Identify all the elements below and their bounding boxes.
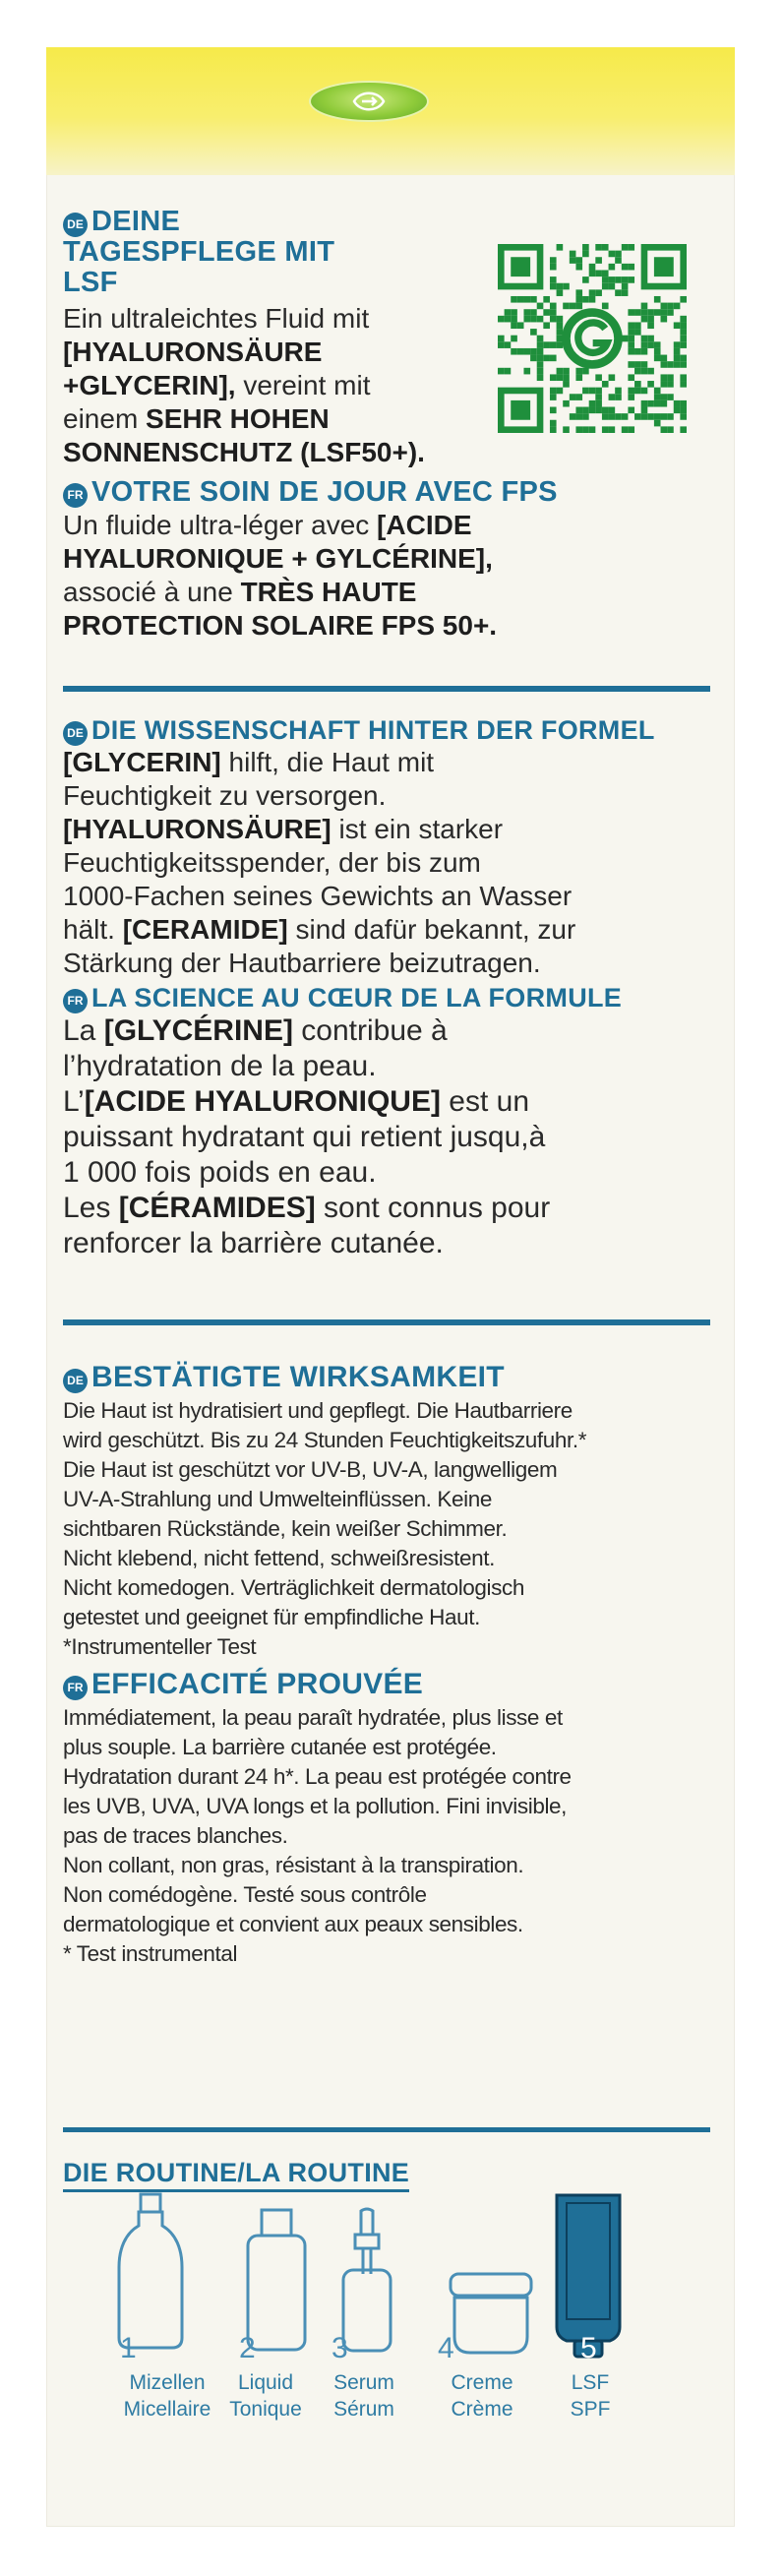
heading-efficacy-de: DE BESTÄTIGTE WIRKSAMKEIT <box>63 1361 712 1394</box>
routine-step-number: 1 <box>120 2332 137 2364</box>
routine-label-de: Mizellen <box>129 2371 206 2394</box>
routine-label-fr: Crème <box>451 2398 513 2421</box>
efficacy-line: *Instrumenteller Test <box>63 1634 257 1659</box>
lang-badge-fr: FR <box>63 989 88 1013</box>
routine-label-fr: Tonique <box>229 2398 302 2421</box>
heading-science-fr: FR LA SCIENCE AU CŒUR DE LA FORMULE <box>63 982 712 1013</box>
efficacy-line: Nicht klebend, nicht fettend, schweißresistent. <box>63 1546 495 1570</box>
body-day-care-fr: Un fluide ultra-léger avec [ACIDE HYALURONIQUE + GYLCÉRINE], associé à une TRÈS HAUTE PROTECTION SOLAIRE FPS 50+. <box>63 510 498 641</box>
routine-label-fr: SPF <box>570 2398 611 2421</box>
body-science-fr: La [GLYCÉRINE] contribue à l’hydratation de la peau. L’[ACIDE HYALURONIQUE] est un puissant hydratant qui retient jusqu,à 1 000 fois poids en eau. Les [CÉRAMIDES] sont connus pour renforcer la barrière cutanée. <box>63 1014 551 1259</box>
routine-step-label <box>295 2369 433 2423</box>
routine-label-fr: Micellaire <box>123 2398 211 2421</box>
heading-efficacy-fr: FR EFFICACITÉ PROUVÉE <box>63 1668 712 1701</box>
efficacy-line: wird geschützt. Bis zu 24 Stunden Feuchtigkeitszufuhr.* <box>63 1428 587 1452</box>
lang-badge-de: DE <box>63 213 88 237</box>
body-day-care-de: Ein ultraleichtes Fluid mit [HYALURONSÄURE +GLYCERIN], vereint mit einem SEHR HOHEN SONNENSCHUTZ (LSF50+). <box>63 303 425 467</box>
efficacy-line: sichtbaren Rückstände, kein weißer Schimmer. <box>63 1516 508 1541</box>
heading-day-care-de: DE DEINE TAGESPFLEGE MIT LSF <box>63 206 335 298</box>
body-efficacy-fr <box>63 1703 712 1969</box>
efficacy-line: plus souple. La barrière cutanée est protégée. <box>63 1735 497 1759</box>
efficacy-line: dermatologique et convient aux peaux sensibles. <box>63 1912 523 1936</box>
routine-label-de: Liquid <box>237 2371 294 2394</box>
lang-badge-fr: FR <box>63 483 88 508</box>
heading-science-de: DE DIE WISSENSCHAFT HINTER DER FORMEL <box>63 714 712 746</box>
routine-title: DIE ROUTINE/LA ROUTINE <box>63 2157 409 2188</box>
label-content <box>63 207 712 643</box>
efficacy-line: Die Haut ist geschützt vor UV-B, UV-A, langwelligem <box>63 1457 558 1482</box>
body-efficacy-de <box>63 1396 712 1662</box>
routine-label-de: LSF <box>571 2371 610 2394</box>
routine-label-de: Creme <box>451 2371 513 2394</box>
efficacy-line: Non comédogène. Testé sous contrôle <box>63 1882 427 1907</box>
heading-day-care-fr: FR VOTRE SOIN DE JOUR AVEC FPS <box>63 475 712 509</box>
lang-badge-de: DE <box>63 1369 88 1393</box>
section-day-care-de <box>63 207 476 469</box>
routine-label-fr: Sérum <box>333 2398 394 2421</box>
routine-step-number: 4 <box>438 2332 454 2364</box>
divider-rule <box>63 1319 710 1325</box>
cream-jar-icon <box>447 2268 535 2361</box>
routine-step-number: 3 <box>332 2332 348 2364</box>
routine-step-number: 2 <box>239 2332 256 2364</box>
efficacy-line: getestet und geeignet für empfindliche Haut. <box>63 1605 480 1629</box>
routine-label-de: Serum <box>333 2371 394 2394</box>
lang-badge-fr: FR <box>63 1676 88 1700</box>
efficacy-line: pas de traces blanches. <box>63 1823 288 1848</box>
routine-step-number: 5 <box>580 2332 597 2364</box>
section-proven-efficacy <box>63 1361 712 1969</box>
efficacy-line: Immédiatement, la peau paraît hydratée, plus lisse et <box>63 1705 563 1730</box>
section-science <box>63 714 712 1261</box>
body-science-de: [GLYCERIN] hilft, die Haut mit Feuchtigkeit zu versorgen. [HYALURONSÄURE] ist ein starker Feuchtigkeitsspender, der bis zum 1000-Fachen seines Gewichts an Wasser hält. [CERAMIDE] sind dafür bekannt, zur Stärkung der Hautbarriere beizutragen. <box>63 747 576 978</box>
efficacy-line: UV-A-Strahlung und Umwelteinflüssen. Keine <box>63 1487 492 1511</box>
routine-step-label <box>521 2369 659 2423</box>
efficacy-line: Die Haut ist hydratisiert und gepflegt. Die Hautbarriere <box>63 1398 573 1423</box>
efficacy-line: Hydratation durant 24 h*. La peau est protégée contre <box>63 1764 572 1789</box>
divider-rule <box>63 2127 710 2132</box>
efficacy-line: * Test instrumental <box>63 1941 238 1966</box>
lang-badge-de: DE <box>63 721 88 746</box>
section-day-care-fr <box>63 475 712 643</box>
efficacy-line: les UVB, UVA, UVA longs et la pollution. Fini invisible, <box>63 1794 568 1818</box>
efficacy-line: Non collant, non gras, résistant à la transpiration. <box>63 1853 524 1877</box>
divider-rule <box>63 686 710 692</box>
efficacy-line: Nicht komedogen. Verträglichkeit dermatologisch <box>63 1575 524 1600</box>
garnier-leaf-logo-icon <box>311 83 427 120</box>
